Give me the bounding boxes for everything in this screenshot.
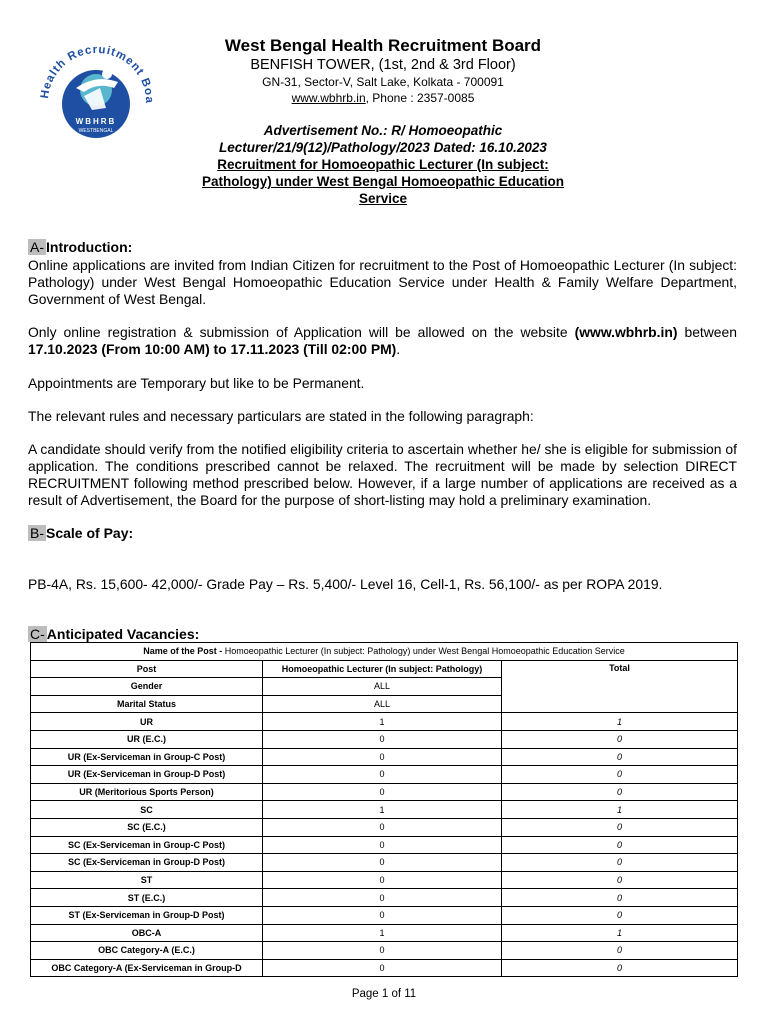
vacancy-total: 0 <box>502 854 738 872</box>
vacancy-count: 1 <box>263 801 502 819</box>
website-link[interactable]: www.wbhrb.in <box>291 91 366 105</box>
vacancy-category: UR (Ex-Serviceman in Group-C Post) <box>31 748 263 766</box>
table-row <box>31 942 738 960</box>
vacancy-total: 0 <box>502 942 738 960</box>
vacancy-category: ST (Ex-Serviceman in Group-D Post) <box>31 906 263 924</box>
section-a-heading <box>28 239 132 255</box>
vacancy-count: 0 <box>263 766 502 784</box>
candidate-paragraph: A candidate should verify from the notified eligibility criteria to ascertain whether he/ she is eligible for submission of application. The conditions prescribed cannot be relaxed. The recruitment will be made by selection DIRECT RECRUITMENT following method prescribed below. However, if a large number of applications are received as a result of Advertisement, the Board for the purpose of short-listing may hold a preliminary examination. <box>28 441 737 508</box>
name-of-post-value: Homoeopathic Lecturer (In subject: Pathology) under West Bengal Homoeopathic Education Service <box>224 646 625 657</box>
vacancy-total: 0 <box>502 836 738 854</box>
table-row <box>31 924 738 942</box>
vacancy-count: 0 <box>263 730 502 748</box>
vacancy-category: SC (Ex-Serviceman in Group-C Post) <box>31 836 263 854</box>
section-b-heading <box>28 525 133 541</box>
vacancy-count: 0 <box>263 942 502 960</box>
vacancy-total: 1 <box>502 801 738 819</box>
vacancy-total: 0 <box>502 871 738 889</box>
intro-paragraph: Online applications are invited from Indian Citizen for recruitment to the Post of Homoeopathic Lecturer (In subject: Pathology) under West Bengal Homoeopathic Education Service under Health & Family Welfare Department, Government of West Bengal. <box>28 257 737 307</box>
recruitment-title-line1: Recruitment for Homoeopathic Lecturer (In subject: <box>217 157 549 172</box>
gender-label: Gender <box>31 678 263 696</box>
contact-line <box>200 91 566 105</box>
wbhrb-logo <box>28 30 164 150</box>
section-b-tag: B- <box>30 525 44 541</box>
table-name-row <box>31 643 738 661</box>
table-row <box>31 818 738 836</box>
recruitment-title-line2: Pathology) under West Bengal Homoeopathic Education <box>201 174 565 189</box>
vacancy-total: 0 <box>502 906 738 924</box>
gender-value: ALL <box>263 678 502 696</box>
vacancy-category: OBC-A <box>31 924 263 942</box>
table-header-row <box>31 660 738 678</box>
address-line: GN-31, Sector-V, Salt Lake, Kolkata - 700091 <box>262 75 504 89</box>
logo-arc-text: Health Recruitment Boa <box>38 43 156 105</box>
vacancy-total: 0 <box>502 766 738 784</box>
vacancy-count: 0 <box>263 748 502 766</box>
vacancy-category: UR (Meritorious Sports Person) <box>31 783 263 801</box>
vacancy-count: 0 <box>263 783 502 801</box>
col-total-header: Total <box>502 660 738 713</box>
application-dates: 17.10.2023 (From 10:00 AM) to 17.11.2023 (Till 02:00 PM) <box>28 341 397 357</box>
vacancies-table <box>30 642 738 977</box>
vacancy-count: 0 <box>263 871 502 889</box>
vacancy-category: SC (Ex-Serviceman in Group-D Post) <box>31 854 263 872</box>
vacancy-category: SC (E.C.) <box>31 818 263 836</box>
table-row <box>31 906 738 924</box>
table-row <box>31 889 738 907</box>
logo-state: WESTBENGAL <box>78 128 114 134</box>
vacancy-total: 0 <box>502 730 738 748</box>
appointments-paragraph: Appointments are Temporary but like to be Permanent. <box>28 375 365 391</box>
vacancy-category: OBC Category-A (Ex-Serviceman in Group-D <box>31 959 263 977</box>
building-line: BENFISH TOWER, (1st, 2nd & 3rd Floor) <box>250 57 516 73</box>
table-row <box>31 836 738 854</box>
advertisement-number-line2: Lecturer/21/9(12)/Pathology/2023 Dated: 16.10.2023 <box>219 140 547 155</box>
table-row <box>31 959 738 977</box>
table-row <box>31 871 738 889</box>
vacancy-count: 0 <box>263 889 502 907</box>
table-row <box>31 783 738 801</box>
vacancy-count: 1 <box>263 924 502 942</box>
section-a-title: Introduction: <box>46 239 133 255</box>
section-c-heading <box>28 626 199 642</box>
rules-paragraph: The relevant rules and necessary particulars are stated in the following paragraph: <box>28 408 534 424</box>
online-registration-paragraph: Only online registration & submission of Application will be allowed on the website (www.wbhrb.in) between 17.10.2023 (From 10:00 AM) to 17.11.2023 (Till 02:00 PM). <box>28 324 737 357</box>
col-value-header: Homoeopathic Lecturer (In subject: Pathology) <box>263 660 502 678</box>
table-row <box>31 854 738 872</box>
vacancy-category: UR (E.C.) <box>31 730 263 748</box>
table-row <box>31 801 738 819</box>
vacancy-category: ST (E.C.) <box>31 889 263 907</box>
table-row <box>31 713 738 731</box>
marital-value: ALL <box>263 695 502 713</box>
vacancy-total: 0 <box>502 783 738 801</box>
pay-scale-paragraph: PB-4A, Rs. 15,600- 42,000/- Grade Pay – Rs. 5,400/- Level 16, Cell-1, Rs. 56,100/- as per ROPA 2019. <box>28 576 663 592</box>
section-a-tag: A- <box>30 239 44 255</box>
table-row <box>31 748 738 766</box>
section-b-title: Scale of Pay: <box>46 525 134 541</box>
vacancy-count: 0 <box>263 836 502 854</box>
marital-label: Marital Status <box>31 695 263 713</box>
recruitment-title-line3: Service <box>358 191 408 206</box>
vacancy-total: 1 <box>502 713 738 731</box>
vacancy-count: 0 <box>263 818 502 836</box>
vacancy-count: 0 <box>263 854 502 872</box>
table-row <box>31 730 738 748</box>
website-reference: (www.wbhrb.in) <box>574 324 678 340</box>
section-c-tag: C- <box>30 626 45 642</box>
vacancy-total: 0 <box>502 818 738 836</box>
vacancy-count: 0 <box>263 906 502 924</box>
vacancy-total: 0 <box>502 959 738 977</box>
col-post-header: Post <box>31 660 263 678</box>
vacancy-total: 0 <box>502 748 738 766</box>
vacancy-count: 1 <box>263 713 502 731</box>
vacancy-count: 0 <box>263 959 502 977</box>
advertisement-number-line1: Advertisement No.: R/ Homoeopathic <box>263 123 503 138</box>
name-of-post-label: Name of the Post - <box>143 646 225 657</box>
logo-abbr: WBHRB <box>75 117 117 126</box>
vacancy-category: ST <box>31 871 263 889</box>
section-c-title: Anticipated Vacancies: <box>46 626 200 642</box>
vacancy-category: OBC Category-A (E.C.) <box>31 942 263 960</box>
vacancy-category: UR (Ex-Serviceman in Group-D Post) <box>31 766 263 784</box>
vacancy-category: UR <box>31 713 263 731</box>
vacancy-category: SC <box>31 801 263 819</box>
org-title: West Bengal Health Recruitment Board <box>224 36 542 55</box>
vacancy-total: 1 <box>502 924 738 942</box>
table-row <box>31 766 738 784</box>
vacancy-total: 0 <box>502 889 738 907</box>
page-number: Page 1 of 11 <box>351 988 417 1000</box>
phone-text: , Phone : 2357-0085 <box>365 91 475 105</box>
